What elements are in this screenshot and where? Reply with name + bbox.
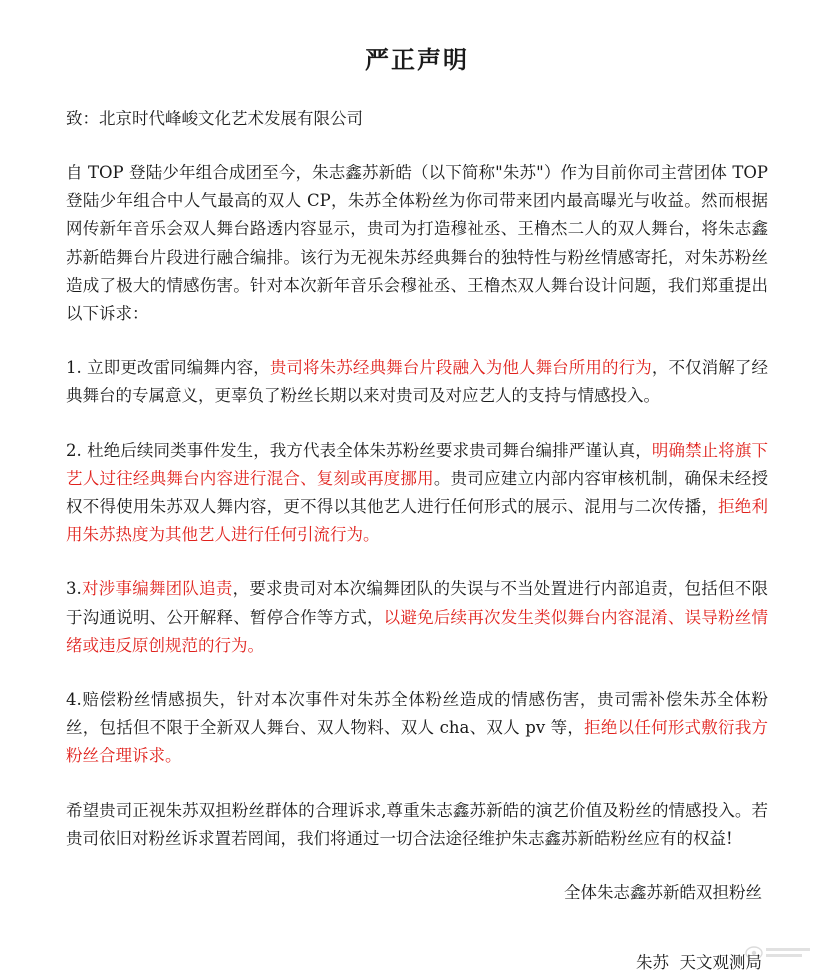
closing-paragraph: 希望贵司正视朱苏双担粉丝群体的合理诉求,尊重朱志鑫苏新皓的演艺价值及粉丝的情感投入。若贵司依旧对粉丝诉求置若罔闻，我们将通过一切合法途径维护朱志鑫苏新皓粉丝应有的权益! [66,800,768,848]
intro-paragraph: 自 TOP 登陆少年组合成团至今，朱志鑫苏新皓（以下简称"朱苏"）作为目前你司主营团体 TOP 登陆少年组合中人气最高的双人 CP，朱苏全体粉丝为你司带来团内最高曝光与收益。然而根据网传新年音乐会双人舞台路透内容显示，贵司为打造穆祉丞、王橹杰二人的双人舞台，将朱志鑫苏新皓舞台片段进行融合编排。该行为无视朱苏经典舞台的独特性与粉丝情感寄托，对朱苏粉丝造成了极大的情感伤害。针对本次新年音乐会穆祉丞、王橹杰双人舞台设计问题，我们郑重提出以下诉求： [66,163,768,324]
demand-3-highlight: 对涉事编舞团队追责 [81,579,233,599]
demand-1-text: 1. 立即更改雷同编舞内容， [66,358,270,378]
demand-1-text-end: ，不仅消解了经典舞台的专属意义，更辜负了粉丝长期以来对贵司及对应艺人的支持与情感投入。 [66,358,769,406]
demand-4-highlight: 拒绝以任何形式敷衍我方粉丝合理诉求。 [66,718,769,766]
signature-fans: 全体朱志鑫苏新皓双担粉丝 [564,883,762,903]
demand-1-paragraph [66,354,768,410]
demand-1-highlight: 贵司将朱苏经典舞台片段融入为他人舞台所用的行为 [269,358,652,378]
demand-2-text: 2. 杜绝后续同类事件发生，我方代表全体朱苏粉丝要求贵司舞台编排严谨认真， [66,440,652,460]
demand-4-paragraph [66,686,768,771]
demand-3-paragraph [66,575,768,660]
demand-3-highlight-end: 以避免后续再次发生类似舞台内容混淆、误导粉丝情绪或违反原创规范的行为。 [66,607,769,655]
demand-3-number: 3. [66,579,82,599]
demand-4-text: 4.赔偿粉丝情感损失，针对本次事件对朱苏全体粉丝造成的情感伤害，贵司需补偿朱苏全体粉丝，包括但不限于全新双人舞台、双人物料、双人 cha、双人 pv 等， [66,690,768,738]
signature-group [66,949,768,977]
document-title: 严正声明 [365,46,469,74]
demand-2-paragraph [66,437,768,550]
demand-2-text-mid: 。贵司应建立内部内容审核机制，确保未经授权不得使用朱苏双人舞内容，更不得以其他艺人进行任何形式的展示、混用与二次传播， [66,468,769,517]
signature-group-text: 朱苏 天文观测局 [636,953,762,973]
demand-2-highlight: 明确禁止将旗下艺人过往经典舞台内容进行混合、复刻或再度挪用 [66,440,769,488]
addressee-line: 致：北京时代峰峻文化艺术发展有限公司 [66,109,363,128]
watermark-logo-icon [744,939,814,965]
demand-2-highlight-end: 拒绝利用朱苏热度为其他艺人进行任何引流行为。 [66,497,769,545]
demand-3-text-mid: ，要求贵司对本次编舞团队的失误与不当处置进行内部追责，包括但不限于沟通说明、公开解释、暂停合作等方式， [66,579,769,627]
